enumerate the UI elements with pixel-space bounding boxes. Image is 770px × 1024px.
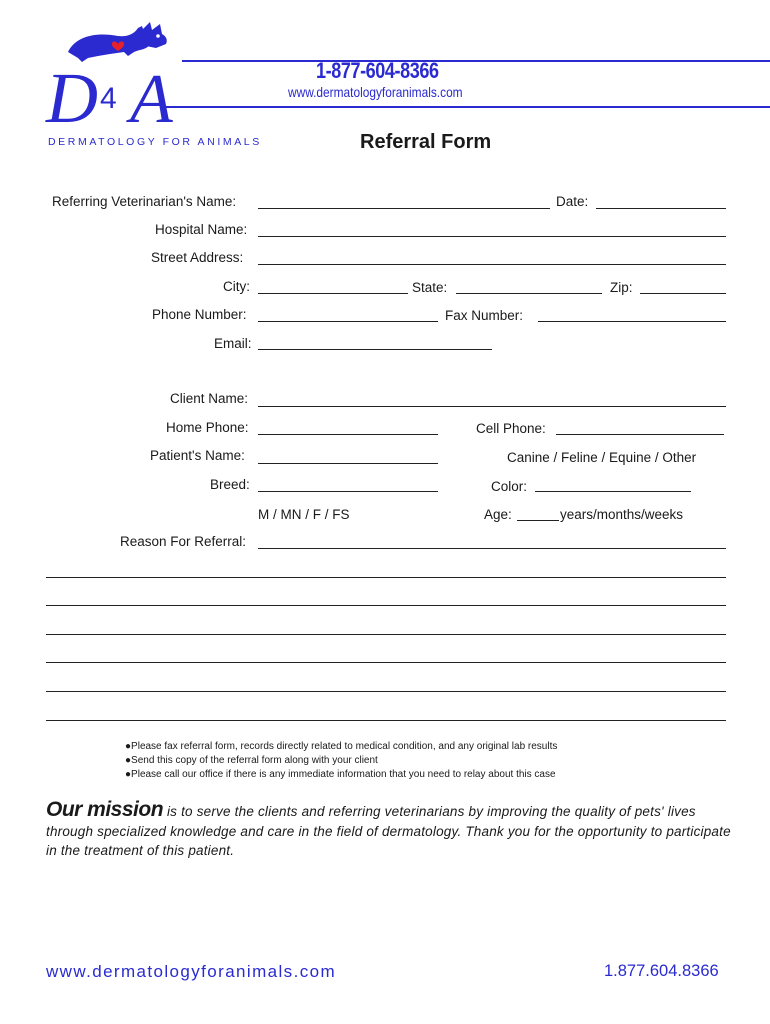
header-phone[interactable]: 1-877-604-8366 (316, 58, 439, 83)
state-field[interactable] (456, 293, 602, 294)
breed-field[interactable] (258, 491, 438, 492)
footer-website[interactable]: www.dermatologyforanimals.com (46, 962, 337, 981)
city-label: City: (223, 279, 250, 294)
fax-field[interactable] (538, 321, 726, 322)
instruction-item: ●Send this copy of the referral form along with your client (125, 755, 378, 766)
city-field[interactable] (258, 293, 408, 294)
email-field[interactable] (258, 349, 492, 350)
hospital-field[interactable] (258, 236, 726, 237)
state-label: State: (412, 280, 448, 295)
reason-line[interactable] (46, 577, 726, 578)
mission-text: is to serve the clients and referring veterinarians by improving the quality of pets' lives through specialized knowledge and care in the field of dermatology. Thank you for the opportunity to participate in the treatment of this patient. (46, 804, 731, 858)
street-field[interactable] (258, 264, 726, 265)
client-label: Client Name: (170, 391, 249, 406)
dog-cat-icon (68, 22, 167, 62)
date-field[interactable] (596, 208, 726, 209)
form-title: Referral Form (360, 131, 492, 153)
sex-options[interactable]: M / MN / F / FS (258, 507, 350, 522)
instructions-list (125, 740, 557, 782)
footer-phone[interactable]: 1.877.604.8366 (604, 962, 719, 980)
mission-lead: Our mission (46, 798, 164, 821)
reason-field[interactable] (258, 548, 726, 549)
reason-label: Reason For Referral: (120, 534, 247, 549)
breed-label: Breed: (210, 477, 250, 492)
phone-field[interactable] (258, 321, 438, 322)
logo-tagline: DERMATOLOGY FOR ANIMALS (48, 136, 262, 148)
header-rule-bottom (160, 106, 770, 108)
phone-label: Phone Number: (152, 307, 247, 322)
patient-label: Patient's Name: (150, 448, 245, 463)
fax-label: Fax Number: (445, 308, 524, 323)
logo (38, 22, 198, 137)
patient-field[interactable] (258, 463, 438, 464)
home-phone-label: Home Phone: (166, 420, 249, 435)
logo-letters: D (46, 58, 98, 137)
home-phone-field[interactable] (258, 434, 438, 435)
street-label: Street Address: (151, 250, 244, 265)
age-units: years/months/weeks (560, 507, 684, 522)
instruction-item: ●Please call our office if there is any immediate information that you need to relay about this case (125, 769, 556, 780)
zip-field[interactable] (640, 293, 726, 294)
species-options[interactable]: Canine / Feline / Equine / Other (507, 450, 697, 465)
header-website[interactable]: www.dermatologyforanimals.com (288, 84, 463, 100)
date-label: Date: (556, 194, 589, 209)
svg-text:A: A (130, 61, 173, 137)
vet-name-label: Referring Veterinarian's Name: (52, 194, 237, 209)
reason-line[interactable] (46, 634, 726, 635)
hospital-label: Hospital Name: (155, 222, 248, 237)
instruction-item: ●Please fax referral form, records directly related to medical condition, and any original lab results (125, 741, 558, 752)
mission-statement (46, 800, 736, 861)
zip-label: Zip: (610, 280, 633, 295)
vet-name-field[interactable] (258, 208, 550, 209)
cell-phone-label: Cell Phone: (476, 421, 546, 436)
color-label: Color: (491, 479, 528, 494)
reason-line[interactable] (46, 605, 726, 606)
color-field[interactable] (535, 491, 691, 492)
reason-line[interactable] (46, 720, 726, 721)
cell-phone-field[interactable] (556, 434, 724, 435)
reason-line[interactable] (46, 691, 726, 692)
header-rule-top (182, 60, 770, 62)
svg-text:4: 4 (100, 82, 117, 115)
reason-line[interactable] (46, 662, 726, 663)
client-field[interactable] (258, 406, 726, 407)
email-label: Email: (214, 336, 252, 351)
age-field[interactable] (517, 520, 559, 521)
age-label: Age: (484, 507, 512, 522)
